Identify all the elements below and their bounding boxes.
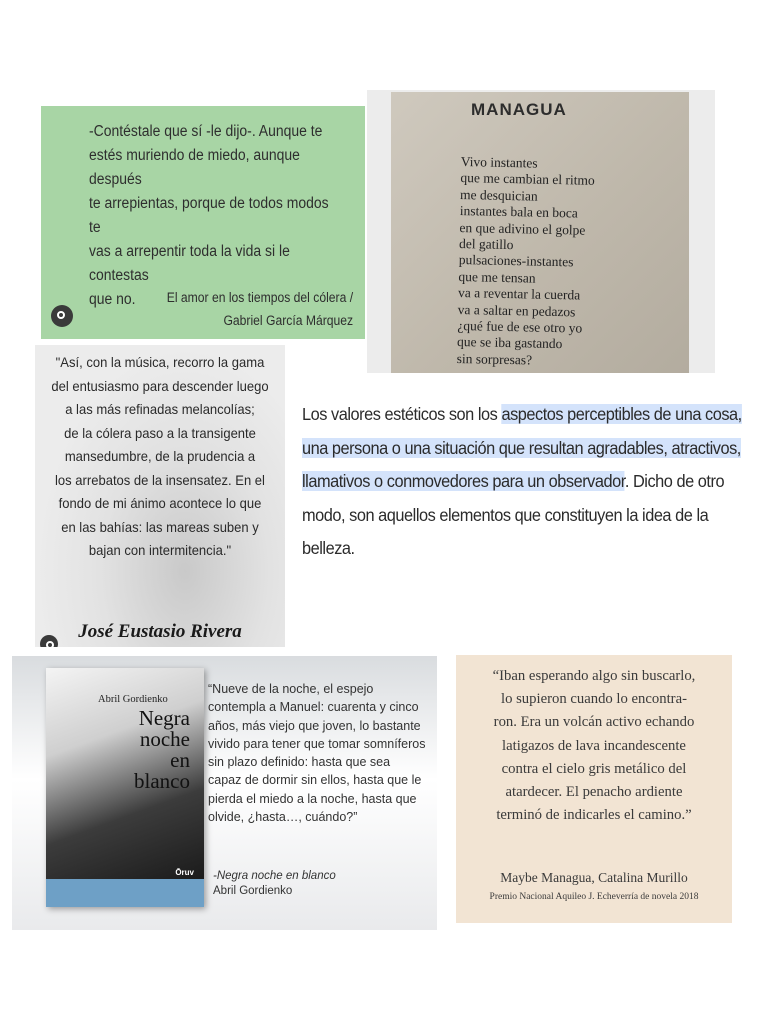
book-author: Abril Gordienko: [98, 694, 168, 705]
poem-line: va a reventar la cuerda: [457, 285, 581, 303]
murillo-quote-text: [456, 665, 732, 827]
quote-line: latigazos de lava incandescente: [502, 737, 686, 754]
poem-line: Vivo instantes: [460, 154, 538, 171]
definition-highlight: aspectos perceptibles de una cosa, una persona o una situación que resultan agradables, atractivos, llamativos o conmovedores para un observador: [302, 404, 742, 491]
negra-source: [213, 869, 336, 899]
quote-line: mansedumbre, de la prudencia a: [64, 448, 256, 464]
source-line: Gabriel García Márquez: [223, 313, 353, 328]
quote-line: atardecer. El penacho ardiente: [505, 784, 683, 801]
book-title-line: noche: [139, 727, 190, 751]
quote-line: terminó de indicarles el camino.”: [496, 807, 692, 824]
poem-line: que me cambian el ritmo: [460, 170, 595, 189]
book-title-line: en: [170, 748, 190, 772]
rivera-quote-text: [44, 351, 277, 563]
poem-line: sin sorpresas?: [456, 350, 533, 368]
poem-line: que se iba gastando: [456, 334, 563, 352]
quote-line: del entusiasmo para descender luego: [51, 377, 269, 394]
quote-line: que no.: [89, 291, 136, 308]
poem-line: del gatillo: [458, 236, 514, 253]
poem-line: en que adivino el golpe: [459, 219, 586, 238]
source-author: Abril Gordienko: [213, 885, 293, 897]
managua-poem-card: [367, 90, 715, 373]
quote-line: bajan con intermitencia.": [88, 542, 232, 558]
murillo-quote-card: [456, 655, 732, 923]
poem-line: pulsaciones-instantes: [458, 252, 574, 270]
quote-line: estés muriendo de miedo, aunque después: [89, 147, 300, 188]
book-title-line: Negra: [138, 706, 190, 730]
quote-line: lo supieron cuando lo encontra-: [501, 691, 687, 708]
quote-line: "Así, con la música, recorro la gama: [55, 354, 265, 370]
quote-line: en las bahías: las mareas suben y: [61, 518, 259, 535]
poem-line: ¿qué fue de ese otro yo: [457, 318, 583, 336]
rivera-author: José Eustasio Rivera: [78, 621, 242, 642]
definition-intro: Los valores estéticos son los: [302, 404, 502, 424]
poem-line: instantes bala en boca: [459, 203, 579, 221]
poem-line: que me tensan: [458, 268, 536, 286]
garcia-source: [167, 286, 353, 332]
definition-paragraph: [302, 398, 744, 566]
quote-line: te arrepientas, porque de todos modos te: [89, 195, 329, 236]
quote-line: “Iban esperando algo sin buscarlo,: [492, 668, 696, 684]
source-line: El amor en los tiempos del cólera /: [166, 290, 353, 305]
book-cover: [46, 668, 204, 907]
book-page: [391, 92, 689, 373]
garcia-quote-text: [89, 120, 330, 312]
quote-line: ron. Era un volcán activo echando: [493, 714, 695, 731]
negra-quote-text: “Nueve de la noche, el espejo contempla a Manuel: cuarenta y cinco años, más viejo que joven, lo bastante vivido para tener que tomar somníferos sin plazo definido: hasta que sea capaz de dormir sin ellos, hasta que le pierda el miedo a la noche, hasta que olvide, ¿hasta…, cuándo?”: [208, 682, 426, 825]
murillo-prize: Premio Nacional Aquileo J. Echeverría de novela 2018: [489, 892, 699, 902]
poem-line: va a saltar en pedazos: [457, 301, 576, 320]
book-title-line: blanco: [134, 769, 190, 793]
quote-line: de la cólera paso a la transigente: [64, 424, 256, 441]
poem-line: me desquician: [459, 186, 538, 204]
lens-icon[interactable]: [40, 635, 58, 647]
quote-line: los arrebatos de la insensatez. En el: [55, 471, 265, 488]
quote-line: vas a arrepentir toda la vida si le contestas: [89, 243, 290, 284]
negra-noche-card: [12, 656, 437, 930]
poem-title: MANAGUA: [471, 100, 567, 119]
publisher-logo: Ōruv: [175, 868, 194, 877]
murillo-author: Maybe Managua, Catalina Murillo: [500, 870, 688, 885]
garcia-quote-card: [41, 106, 365, 339]
poem-text: [457, 154, 596, 370]
cover-waves: [46, 879, 204, 907]
aesthetic-values-definition: [302, 398, 752, 578]
rivera-quote-card: [35, 345, 285, 647]
book-title: [134, 708, 190, 792]
quote-line: fondo de mi ánimo acontece lo que: [58, 495, 262, 511]
source-title: -Negra noche en blanco: [213, 870, 336, 882]
quote-line: a las más refinadas melancolías;: [65, 401, 255, 417]
quote-line: -Contéstale que sí -le dijo-. Aunque te: [89, 123, 323, 140]
lens-icon[interactable]: [51, 305, 73, 327]
definition-tail: . Dicho de otro modo, son aquellos elementos que constituyen la idea de la belleza.: [302, 471, 725, 558]
quote-line: contra el cielo gris metálico del: [501, 760, 687, 777]
